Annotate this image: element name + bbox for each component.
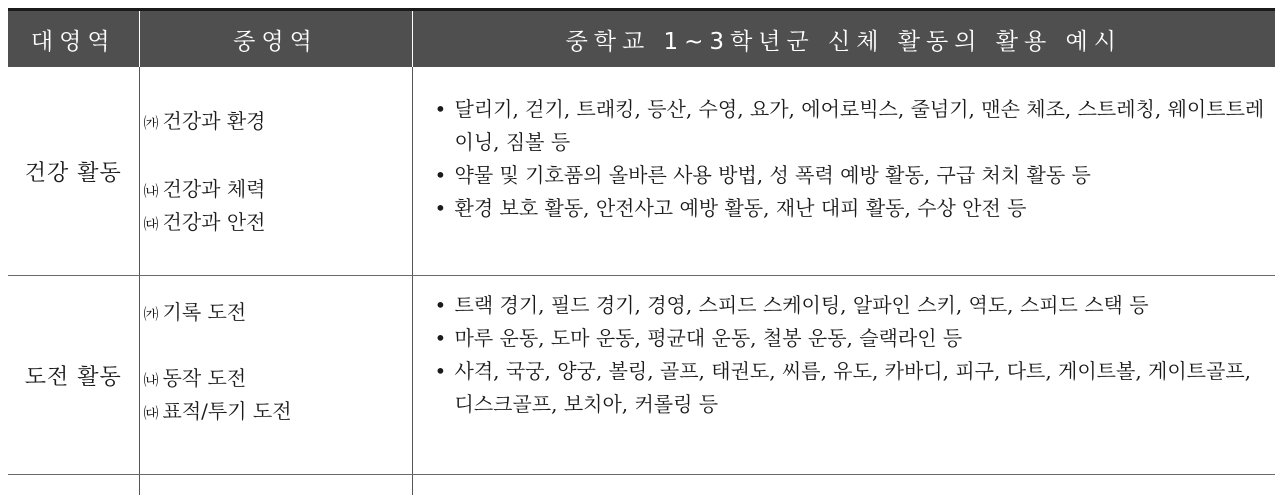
- major-domain-cell-empty: [8, 475, 139, 495]
- header-activity-examples: 중학교 1~3학년군 신체 활동의 활용 예시: [412, 11, 1275, 67]
- example-list: [413, 276, 1276, 421]
- header-sub-domain: 중영역: [139, 11, 412, 67]
- sub-domain-item: [144, 206, 266, 235]
- item-marker: ㈐: [144, 215, 159, 233]
- example-item: • 달리기, 걷기, 트래킹, 등산, 수영, 요가, 에어로빅스, 줄넘기, 맨손 체조, 스트레칭, 웨이트트레이닝, 짐볼 등: [413, 93, 1276, 159]
- item-marker: ㈏: [144, 182, 159, 200]
- major-domain-cell: 건강 활동: [8, 67, 139, 276]
- major-domain-cell: 도전 활동: [8, 276, 139, 475]
- sub-domain-label: 건강과 환경: [163, 109, 266, 133]
- table-header-row: [8, 11, 1275, 67]
- examples-cell-empty: [412, 475, 1275, 495]
- header-major-domain: 대영역: [8, 11, 139, 67]
- sub-domain-label: 동작 도전: [163, 366, 247, 390]
- curriculum-table-page: [8, 8, 1275, 475]
- example-list: [413, 67, 1276, 225]
- sub-domain-item: [144, 362, 247, 391]
- sub-domain-label: 건강과 안전: [163, 210, 266, 234]
- table-row: [8, 67, 1275, 276]
- table-row-partial: [8, 475, 1275, 495]
- sub-domain-cell: [139, 67, 412, 276]
- example-item: • 트랙 경기, 필드 경기, 경영, 스피드 스케이팅, 알파인 스키, 역도, 스피드 스택 등: [413, 289, 1276, 322]
- sub-domain-label: 건강과 체력: [163, 177, 266, 201]
- example-item: • 환경 보호 활동, 안전사고 예방 활동, 재난 대피 활동, 수상 안전 등: [413, 192, 1276, 225]
- item-marker: ㈎: [144, 305, 159, 323]
- item-marker: ㈎: [144, 114, 159, 132]
- examples-cell: [412, 67, 1275, 276]
- example-item: • 사격, 국궁, 양궁, 볼링, 골프, 태권도, 씨름, 유도, 카바디, 피구, 다트, 게이트볼, 게이트골프, 디스크골프, 보치아, 커롤링 등: [413, 355, 1276, 421]
- item-marker: ㈐: [144, 404, 159, 422]
- sub-domain-item: [144, 296, 247, 325]
- sub-domain-label: 기록 도전: [163, 300, 247, 324]
- sub-domain-label: 표적/투기 도전: [163, 399, 292, 423]
- sub-domain-item: [144, 395, 292, 424]
- sub-domain-cell: [139, 276, 412, 475]
- sub-domain-item: [144, 173, 266, 202]
- example-item: • 약물 및 기호품의 올바른 사용 방법, 성 폭력 예방 활동, 구급 처치 활동 등: [413, 159, 1276, 192]
- table-row: [8, 276, 1275, 475]
- item-marker: ㈏: [144, 371, 159, 389]
- sub-domain-item: [144, 105, 266, 134]
- example-item: • 마루 운동, 도마 운동, 평균대 운동, 철봉 운동, 슬랙라인 등: [413, 322, 1276, 355]
- activity-table: [8, 11, 1275, 495]
- sub-domain-cell-empty: [139, 475, 412, 495]
- examples-cell: [412, 276, 1275, 475]
